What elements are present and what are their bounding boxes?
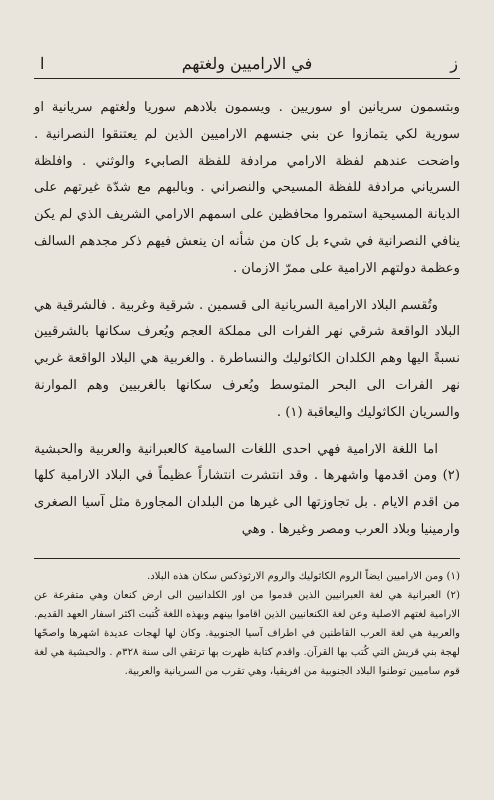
- footnote-divider: [34, 558, 460, 559]
- footnote: (٢) العبرانية هي لغة العبرانيين الذين قدموا من اور الكلدانيين الى ارض كنعان وهي متفرعة عن الارامية لغتهم الاصلية وعن لغة الكنعانيين الذين اقاموا بينهم وبهذه اللغة كُتبت اكثر اسفار العهد القديم. والعربية هي لغة العرب القاطنين في اطراف آسيا الجنوبية. وكان لها لهجات عديدة اشهرها واصحّها لهجة بني قريش التي كُتب بها القرآن. واقدم كتابة ظهرت بها ترتقي الى سنة ٣٢٨م . والحبشية هي لغة قوم ساميين توطنوا البلاد الجنوبية من افريقيا، وهي تقرب من السريانية والعربية.: [34, 589, 460, 677]
- paragraph: وتُقسم البلاد الارامية السريانية الى قسمين . شرقية وغربية . فالشرقية هي البلاد الواقعة شرقي نهر الفرات الى مملكة العجم ويُعرف سكانها بالشرقيين نسبةً اليها وهم الكلدان الكاثوليك والنساطرة . والغربية هي البلاد الواقعة غربي نهر الفرات الى البحر المتوسط ويُعرف سكانها بالغربيين وهم الموارنة والسريان الكاثوليك واليعاقبة (١) .: [34, 297, 460, 420]
- footnote: (١) ومن الاراميين ايضاً الروم الكاثوليك والروم الارثوذكس سكان هذه البلاد.: [146, 570, 460, 582]
- body-text: [34, 95, 460, 544]
- page-letter: ز: [450, 54, 458, 73]
- running-title: في الاراميين ولغتهم: [181, 54, 313, 73]
- page-number: ا: [40, 54, 45, 73]
- running-header: [34, 52, 460, 79]
- footnotes: [34, 567, 460, 681]
- paragraph: وبتسمون سريانين او سوريين . ويسمون بلادهم سوريا ولغتهم سريانية او سورية لكي يتمازوا عن بني جنسهم الاراميين الذين لم يعتنقوا النصرانية . واضحت عندهم لفظة الارامي مرادفة للفظة الصابيء والوثني . وافلظة السرياني مرادفة للفظة المسيحي والنصراني . وبالبهم مع شدّة غيرتهم على الديانة المسيحية استمروا محافظين على اسمهم الارامي الشريف الذي لم يكن ينافي النصرانية في شيء بل كان من شأنه ان ينعش فيهم ذكر مجدهم السالف وعظمة دولتهم الارامية على ممرّ الازمان .: [34, 100, 460, 276]
- paragraph: اما اللغة الارامية فهي احدى اللغات السامية كالعبرانية والعربية والحبشية (٢) ومن اقدمها واشهرها . وقد انتشرت انتشاراً عظيماً في البلاد الارامية كلها من اقدم الايام . بل تجاوزتها الى غيرها من البلدان المجاورة مثل آسيا الصغرى وارمينيا وبلاد العرب ومصر وغيرها . وهي: [34, 441, 460, 537]
